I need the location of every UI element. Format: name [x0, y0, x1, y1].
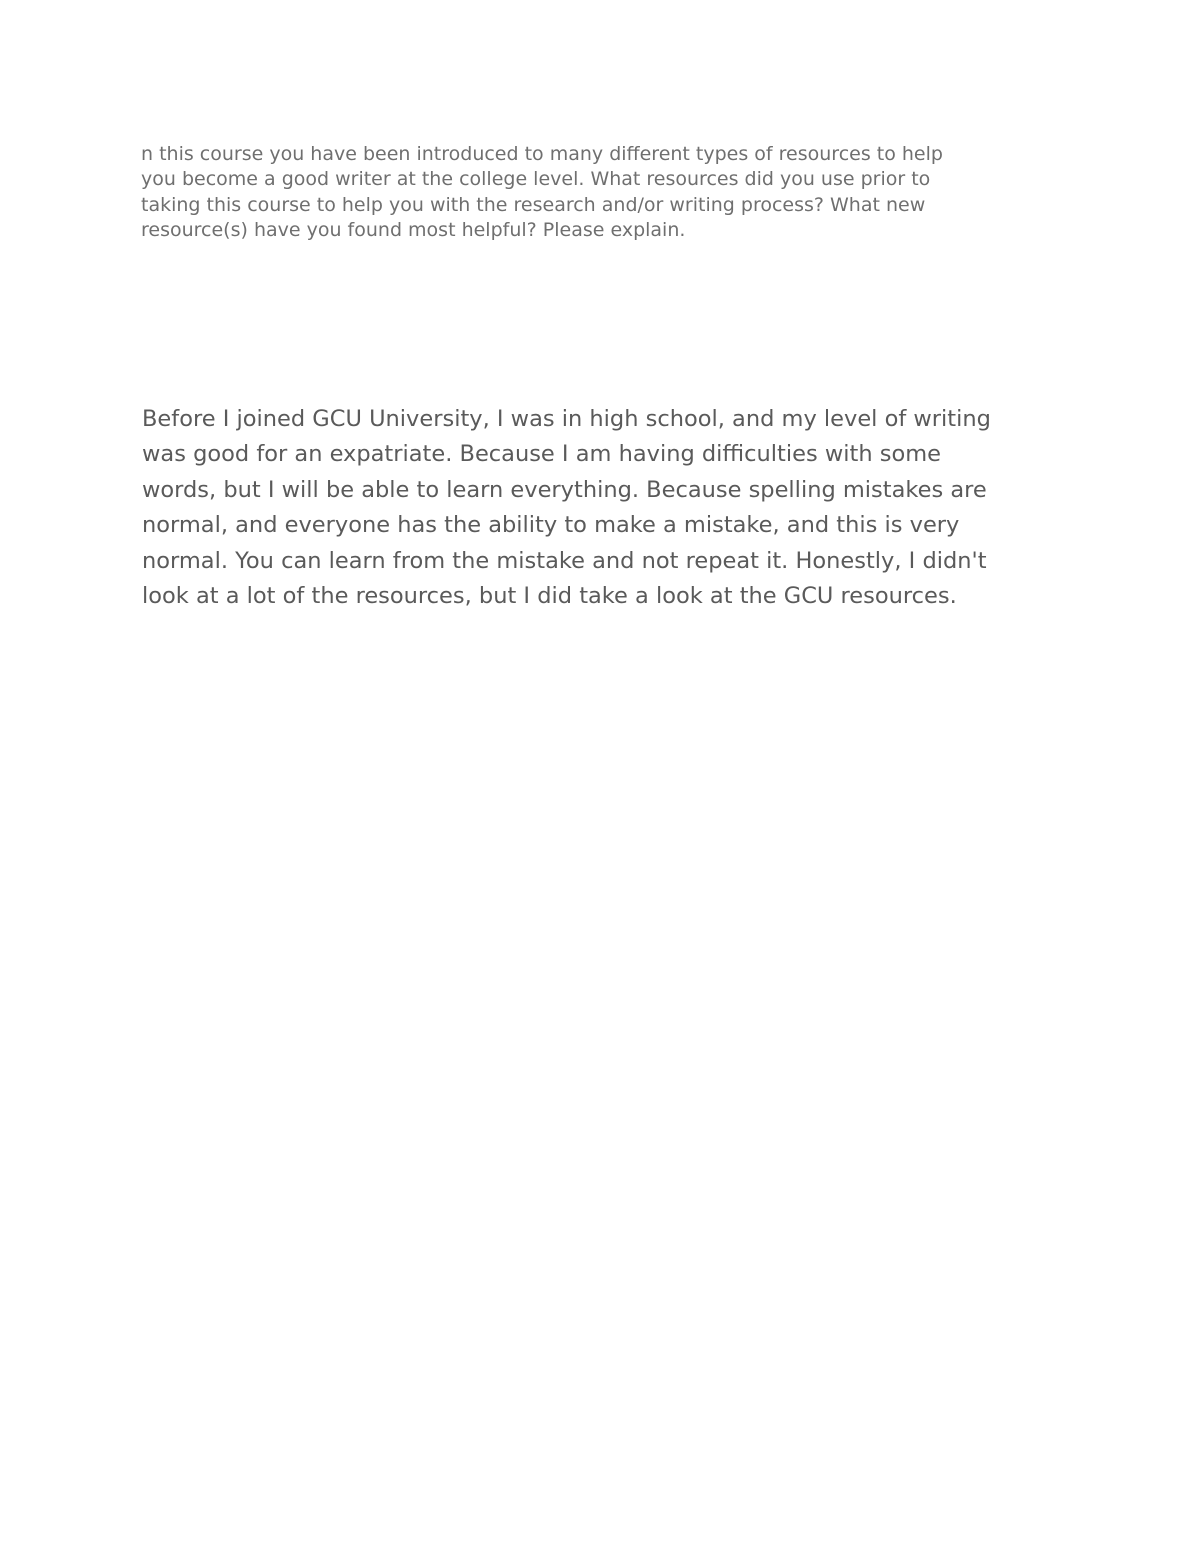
assignment-prompt: n this course you have been introduced to many different types of resources to help you become a good writer at the college level. What resources did you use prior to taking this course to help you with the research and/or writing process? What new resource(s) have you found most helpful? Please explain.: [141, 143, 943, 241]
student-response: Before I joined GCU University, I was in high school, and my level of writing was good for an expatriate. Because I am having difficulties with some words, but I will be able to learn everything. Because spelling mistakes are normal, and everyone has the ability to make a mistake, and this is very normal. You can learn from the mistake and not repeat it. Honestly, I didn't look at a lot of the resources, but I did take a look at the GCU resources.: [142, 406, 991, 610]
